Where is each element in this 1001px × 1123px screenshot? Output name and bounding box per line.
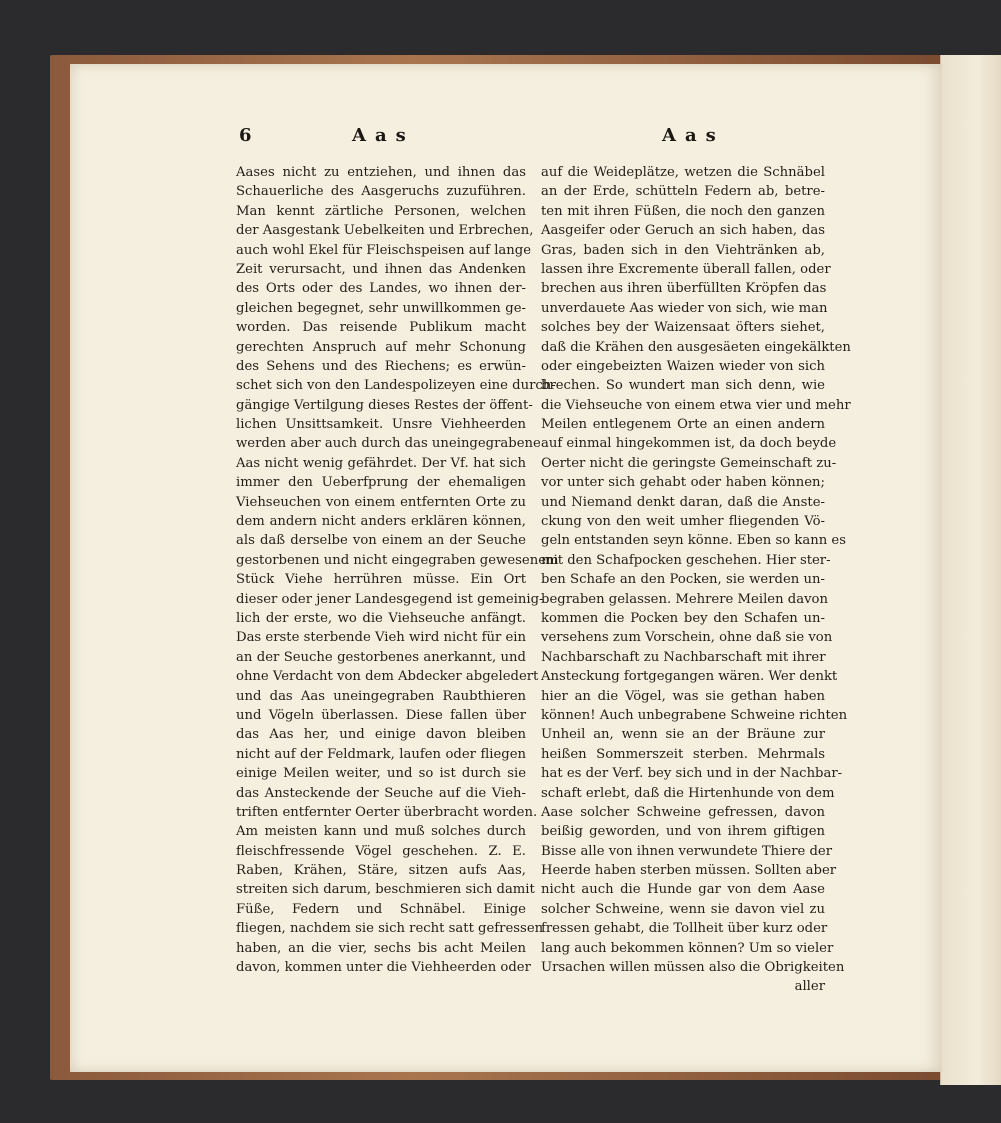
text-line: Aas nicht wenig gefährdet. Der Vf. hat sich xyxy=(236,455,526,471)
text-line: gerechten Anspruch auf mehr Schonung xyxy=(236,339,526,355)
text-line: daß die Krähen den ausgesäeten eingekälkten xyxy=(541,339,851,355)
text-line: Oerter nicht die geringste Gemeinschaft zu- xyxy=(541,455,837,471)
text-line: kommen die Pocken bey den Schafen un- xyxy=(541,610,825,626)
text-line: geln entstanden seyn könne. Eben so kann es xyxy=(541,533,846,549)
text-line: die Viehseuche von einem etwa vier und mehr xyxy=(541,397,851,413)
text-line: unverdauete Aas wieder von sich, wie man xyxy=(541,300,828,316)
page-number: 6 xyxy=(239,125,252,146)
text-line: ohne Verdacht von dem Abdecker abgeledert xyxy=(236,669,539,685)
text-line: das Ansteckende der Seuche auf die Vieh- xyxy=(236,785,526,801)
text-line: lichen Unsittsamkeit. Unsre Viehheerden xyxy=(236,417,526,433)
text-line: lassen ihre Excremente überall fallen, oder xyxy=(541,261,831,277)
text-line: immer den Ueberfprung der ehemaligen xyxy=(236,475,526,491)
facing-page-edge xyxy=(940,55,1001,1085)
text-line: Ursachen willen müssen also die Obrigkeiten xyxy=(541,960,845,976)
text-column-left xyxy=(236,163,559,977)
text-line: oder eingebeizten Waizen wieder von sich xyxy=(541,358,825,374)
text-line: des Sehens und des Riechens; es erwün- xyxy=(236,358,526,374)
text-line: heißen Sommerszeit sterben. Mehrmals xyxy=(541,746,825,762)
text-line: lang auch bekommen können? Um so vieler xyxy=(541,940,834,956)
text-line: hat es der Verf. bey sich und in der Nachbar- xyxy=(541,766,843,782)
text-line: fressen gehabt, die Tollheit über kurz oder xyxy=(541,921,828,937)
text-line: und Vögeln überlassen. Diese fallen über xyxy=(236,707,526,723)
text-line: das Aas her, und einige davon bleiben xyxy=(236,727,526,743)
text-line: werden aber auch durch das uneingegrabene xyxy=(236,436,541,452)
text-line: und Niemand denkt daran, daß die Anste- xyxy=(541,494,825,510)
text-line: der Aasgestank Uebelkeiten und Erbrechen, xyxy=(236,223,534,239)
catchword: aller xyxy=(794,979,825,995)
text-line: solches bey der Waizensaat öfters siehet, xyxy=(541,320,825,336)
text-line: Bisse alle von ihnen verwundete Thiere der xyxy=(541,843,833,859)
text-line: brechen aus ihren überfüllten Kröpfen das xyxy=(541,281,827,297)
text-line: auf einmal hingekommen ist, da doch beyde xyxy=(541,436,837,452)
text-line: gestorbenen und nicht eingegraben gewesenem xyxy=(236,552,559,568)
text-line: Schauerliche des Aasgeruchs zuzuführen. xyxy=(236,184,526,200)
text-line: davon, kommen unter die Viehheerden oder xyxy=(236,960,531,976)
text-line: versehens zum Vorschein, ohne daß sie von xyxy=(541,630,833,646)
text-line: gleichen begegnet, sehr unwillkommen ge- xyxy=(236,300,526,316)
text-line: triften entfernter Oerter überbracht worden. xyxy=(236,804,538,820)
text-line: gängige Vertilgung dieses Restes der öffent- xyxy=(236,397,533,413)
text-line: Am meisten kann und muß solches durch xyxy=(236,824,526,840)
text-line: nicht auch die Hunde gar von dem Aase xyxy=(541,882,825,898)
text-column-right xyxy=(541,163,851,997)
text-line: und das Aas uneingegraben Raubthieren xyxy=(236,688,526,704)
text-line: Ansteckung fortgegangen wären. Wer denkt xyxy=(541,669,838,685)
text-line: des Orts oder des Landes, wo ihnen der- xyxy=(236,281,526,297)
text-line: Stück Viehe herrühren müsse. Ein Ort xyxy=(236,572,526,588)
text-line: Zeit verursacht, und ihnen das Andenken xyxy=(236,261,526,277)
text-line: streiten sich darum, beschmieren sich damit xyxy=(236,882,535,898)
running-head-left: Aas xyxy=(352,125,415,146)
text-line: Heerde haben sterben müssen. Sollten aber xyxy=(541,863,837,879)
text-line: an der Erde, schütteln Federn ab, betre- xyxy=(541,184,825,200)
text-line: haben, an die vier, sechs bis acht Meilen xyxy=(236,940,526,956)
text-line: worden. Das reisende Publikum macht xyxy=(236,320,526,336)
text-line: Unheil an, wenn sie an der Bräune zur xyxy=(541,727,825,743)
text-line: ben Schafe an den Pocken, sie werden un- xyxy=(541,572,825,588)
text-line: lich der erste, wo die Viehseuche anfängt. xyxy=(236,610,526,626)
text-line: fliegen, nachdem sie sich recht satt gefressen xyxy=(236,921,544,937)
text-line: beißig geworden, und von ihrem giftigen xyxy=(541,824,825,840)
text-line: Das erste sterbende Vieh wird nicht für ein xyxy=(236,630,526,646)
text-line: nicht auf der Feldmark, laufen oder fliegen xyxy=(236,746,526,762)
text-line: solcher Schweine, wenn sie davon viel zu xyxy=(541,901,825,917)
text-line: dem andern nicht anders erklären können, xyxy=(236,514,526,530)
text-line: können! Auch unbegrabene Schweine richten xyxy=(541,707,848,723)
text-line: Meilen entlegenem Orte an einen andern xyxy=(541,417,825,433)
text-line: begraben gelassen. Mehrere Meilen davon xyxy=(541,591,828,607)
text-line: auch wohl Ekel für Fleischspeisen auf lange xyxy=(236,242,532,258)
running-head-right: Aas xyxy=(662,125,725,146)
text-line: ten mit ihren Füßen, die noch den ganzen xyxy=(541,203,825,219)
text-line: als daß derselbe von einem an der Seuche xyxy=(236,533,526,549)
text-line: Aases nicht zu entziehen, und ihnen das xyxy=(236,165,526,180)
text-line: brechen. So wundert man sich denn, wie xyxy=(541,378,825,394)
text-line: schaft erlebt, daß die Hirtenhunde von dem xyxy=(541,785,835,801)
text-line: Aase solcher Schweine gefressen, davon xyxy=(541,804,825,820)
text-line: einige Meilen weiter, und so ist durch sie xyxy=(236,766,526,782)
text-line: Aasgeifer oder Geruch an sich haben, das xyxy=(541,223,825,239)
text-line: schet sich von den Landespolizeyen eine durch- xyxy=(236,378,556,394)
text-line: Gras, baden sich in den Viehtränken ab, xyxy=(541,242,825,258)
text-line: vor unter sich gehabt oder haben können; xyxy=(541,475,825,491)
text-line: Füße, Federn und Schnäbel. Einige xyxy=(236,901,526,917)
text-line: hier an die Vögel, was sie gethan haben xyxy=(541,688,825,704)
text-line: auf die Weideplätze, wetzen die Schnäbel xyxy=(541,165,825,180)
text-line: mit den Schafpocken geschehen. Hier ster- xyxy=(541,552,831,568)
text-line: an der Seuche gestorbenes anerkannt, und xyxy=(236,649,526,665)
text-line: Viehseuchen von einem entfernten Orte zu xyxy=(236,494,526,510)
text-line: fleischfressende Vögel geschehen. Z. E. xyxy=(236,843,526,859)
text-line: dieser oder jener Landesgegend ist gemeinig- xyxy=(236,591,544,607)
text-line: ckung von den weit umher fliegenden Vö- xyxy=(541,514,825,530)
text-line: Raben, Krähen, Stäre, sitzen aufs Aas, xyxy=(236,863,526,879)
text-line: Nachbarschaft zu Nachbarschaft mit ihrer xyxy=(541,649,826,665)
text-line: Man kennt zärtliche Personen, welchen xyxy=(236,203,526,219)
